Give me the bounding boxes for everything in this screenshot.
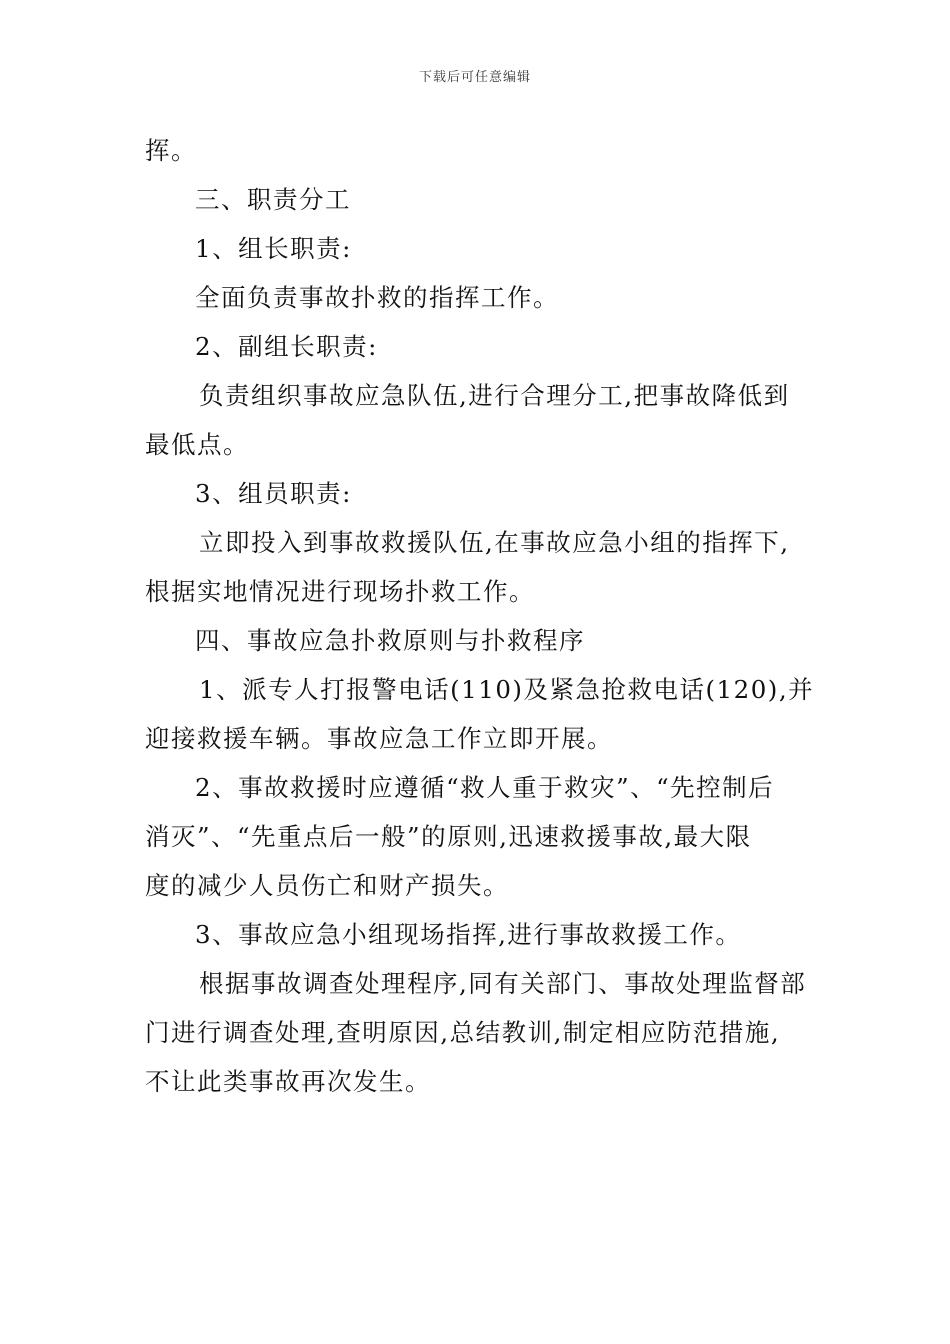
- text-line: 最低点。: [145, 430, 249, 459]
- subsection-heading: 2、副组长职责:: [195, 332, 378, 361]
- text-line: 门进行调查处理,查明原因,总结教训,制定相应防范措施,: [145, 1018, 781, 1047]
- text-line: 不让此类事故再次发生。: [145, 1067, 431, 1096]
- text-line: 2、事故救援时应遵循“救人重于救灾”、“先控制后: [195, 773, 775, 802]
- document-body: [145, 126, 815, 1106]
- text-line: 全面负责事故扑救的指挥工作。: [195, 283, 559, 312]
- text-line: 立即投入到事故救援队伍,在事故应急小组的指挥下,: [199, 528, 790, 557]
- page-header: 下载后可任意编辑: [418, 70, 531, 85]
- text-line: 度的减少人员伤亡和财产损失。: [145, 871, 509, 900]
- text-line: 消灭”、“先重点后一般”的原则,迅速救援事故,最大限: [145, 822, 752, 851]
- text-line: 负责组织事故应急队伍,进行合理分工,把事故降低到: [199, 381, 790, 410]
- text-line: 3、事故应急小组现场指挥,进行事故救援工作。: [195, 920, 742, 949]
- text-line: 挥。: [145, 136, 197, 165]
- section-heading: 四、事故应急扑救原则与扑救程序: [195, 626, 585, 655]
- text-line: 迎接救援车辆。事故应急工作立即开展。: [145, 724, 613, 753]
- text-line: 根据事故调查处理程序,同有关部门、事故处理监督部: [199, 969, 807, 998]
- text-line: 根据实地情况进行现场扑救工作。: [145, 577, 535, 606]
- section-heading: 三、职责分工: [195, 185, 351, 214]
- text-line: 1、派专人打报警电话(110)及紧急抢救电话(120),并: [199, 675, 815, 704]
- subsection-heading: 3、组员职责:: [195, 479, 352, 508]
- subsection-heading: 1、组长职责:: [195, 234, 352, 263]
